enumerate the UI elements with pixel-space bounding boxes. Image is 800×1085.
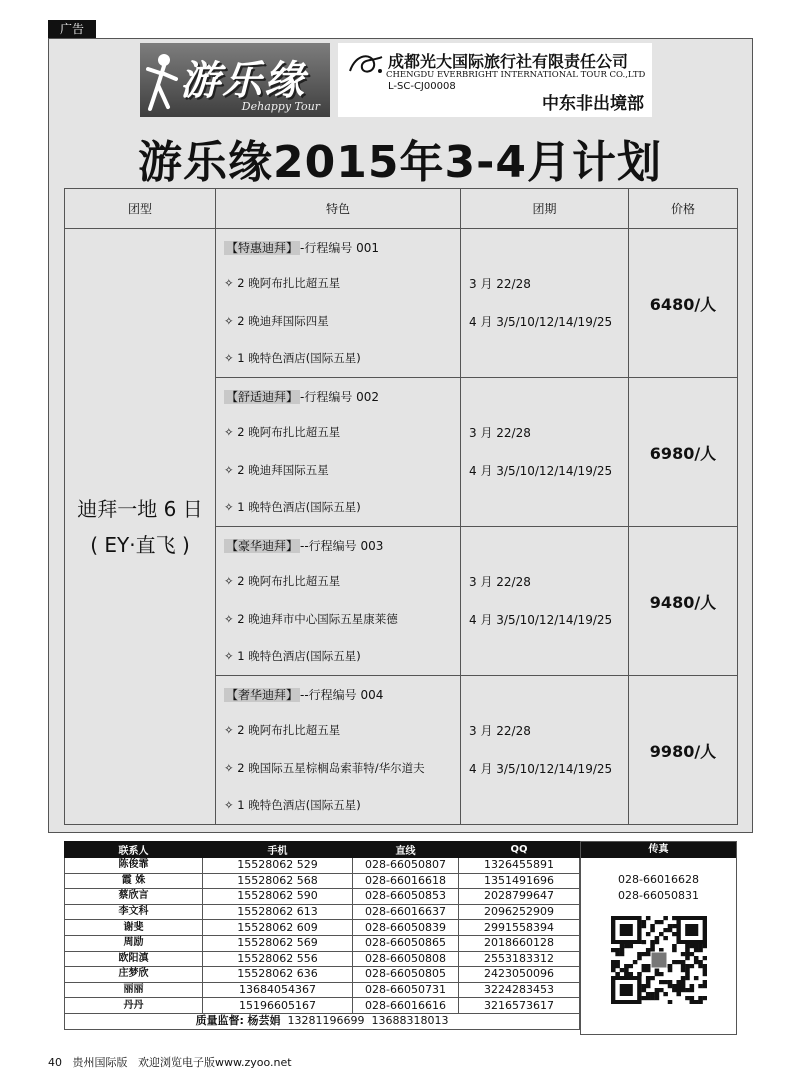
dancer-logo-icon	[144, 51, 178, 113]
package-price: 6480/人	[629, 229, 738, 378]
date-line: 3 月 22/28	[469, 575, 531, 589]
fax-header: 传真	[581, 842, 736, 858]
itinerary-table	[64, 188, 738, 825]
package-price: 9480/人	[629, 527, 738, 676]
contact-direct-line: 028-66050807	[353, 858, 459, 874]
package-row	[65, 229, 738, 378]
contact-row	[65, 920, 580, 936]
feature-item: ✧ 2 晚阿布扎比超五星	[224, 425, 341, 439]
package-dates	[461, 527, 629, 676]
tour-duration-line1: 迪拜一地 6 日	[77, 496, 203, 521]
package-features	[216, 676, 461, 825]
contact-qq: 2096252909	[459, 904, 580, 920]
contact-row	[65, 935, 580, 951]
date-line: 4 月 3/5/10/12/14/19/25	[469, 613, 613, 627]
contact-row	[65, 889, 580, 905]
contact-mobile: 15528062 529	[203, 858, 353, 874]
package-code: -行程编号 001	[300, 241, 380, 255]
contact-table	[64, 841, 580, 1030]
contact-mobile: 15528062 609	[203, 920, 353, 936]
contact-direct-line: 028-66050853	[353, 889, 459, 905]
brand-logo-subtitle: Dehappy Tour	[241, 100, 320, 113]
date-line: 4 月 3/5/10/12/14/19/25	[469, 315, 613, 329]
contact-name: 谢斐	[65, 920, 203, 936]
brand-logo-text: 游乐缘	[180, 57, 306, 104]
contact-qq: 2991558394	[459, 920, 580, 936]
feature-item: ✧ 2 晚迪拜国际四星	[224, 314, 329, 328]
contact-direct-line: 028-66016616	[353, 998, 459, 1014]
package-code: --行程编号 003	[300, 539, 384, 553]
header-price: 价格	[629, 189, 738, 229]
contact-qq: 2553183312	[459, 951, 580, 967]
tour-duration	[65, 229, 216, 825]
contact-name: 霞 姝	[65, 873, 203, 889]
quality-supervisor	[65, 1013, 580, 1029]
company-name-cn: 成都光大国际旅行社有限责任公司	[388, 52, 629, 71]
package-features	[216, 527, 461, 676]
contact-qq: 2018660128	[459, 935, 580, 951]
date-line: 3 月 22/28	[469, 277, 531, 291]
contact-mobile: 15528062 569	[203, 935, 353, 951]
fax-number: 028-66050831	[618, 889, 699, 902]
contact-name: 丽丽	[65, 982, 203, 998]
contact-name: 丹丹	[65, 998, 203, 1014]
contact-direct-line: 028-66016618	[353, 873, 459, 889]
contact-qq: 1326455891	[459, 858, 580, 874]
company-logo	[338, 43, 652, 117]
contact-qq: 1351491696	[459, 873, 580, 889]
tour-duration-line2: ( EY·直飞 )	[90, 532, 190, 557]
date-line: 3 月 22/28	[469, 724, 531, 738]
contact-name: 欧阳滇	[65, 951, 203, 967]
package-dates	[461, 676, 629, 825]
itinerary-header-row	[65, 189, 738, 229]
date-line: 3 月 22/28	[469, 426, 531, 440]
contact-name: 蔡欣言	[65, 889, 203, 905]
header-contact: 联系人	[65, 842, 203, 858]
contact-row	[65, 858, 580, 874]
supervisor-phone: 13688318013	[371, 1014, 449, 1028]
ad-label: 广告	[48, 20, 96, 38]
header-dates: 团期	[461, 189, 629, 229]
fax-box	[580, 841, 737, 1035]
supervisor-name: 杨芸娟	[247, 1014, 281, 1028]
contact-mobile: 13684054367	[203, 982, 353, 998]
contact-direct-line: 028-66050808	[353, 951, 459, 967]
company-name-en: CHENGDU EVERBRIGHT INTERNATIONAL TOUR CO.,LTD	[386, 70, 646, 80]
contact-mobile: 15528062 613	[203, 904, 353, 920]
contact-name: 周励	[65, 935, 203, 951]
package-price: 6980/人	[629, 378, 738, 527]
contact-qq: 2423050096	[459, 967, 580, 983]
package-name: 【舒适迪拜】	[226, 390, 299, 404]
package-name: 【奢华迪拜】	[226, 688, 299, 702]
contact-qq: 2028799647	[459, 889, 580, 905]
package-features	[216, 378, 461, 527]
company-license: L-SC-CJ00008	[388, 81, 456, 92]
contact-direct-line: 028-66016637	[353, 904, 459, 920]
package-dates	[461, 229, 629, 378]
qr-code-icon[interactable]	[611, 916, 707, 1004]
contact-row	[65, 998, 580, 1014]
contact-row	[65, 982, 580, 998]
company-department: 中东非出境部	[542, 94, 644, 114]
contact-mobile: 15196605167	[203, 998, 353, 1014]
feature-item: ✧ 2 晚迪拜市中心国际五星康莱德	[224, 612, 398, 626]
header-qq: QQ	[459, 842, 580, 858]
footer-website[interactable]: 欢迎浏览电子版www.zyoo.net	[138, 1056, 292, 1069]
supervisor-label: 质量监督:	[195, 1014, 244, 1028]
header-mobile: 手机	[203, 842, 353, 858]
package-name: 【豪华迪拜】	[226, 539, 299, 553]
package-code: --行程编号 004	[300, 688, 384, 702]
contact-row	[65, 951, 580, 967]
package-price: 9980/人	[629, 676, 738, 825]
header-features: 特色	[216, 189, 461, 229]
feature-item: ✧ 2 晚迪拜国际五星	[224, 463, 329, 477]
contact-mobile: 15528062 556	[203, 951, 353, 967]
contact-direct-line: 028-66050865	[353, 935, 459, 951]
fax-number: 028-66016628	[618, 873, 699, 886]
date-line: 4 月 3/5/10/12/14/19/25	[469, 464, 613, 478]
contact-direct-line: 028-66050839	[353, 920, 459, 936]
page-title: 游乐缘2015年3-4月计划	[138, 137, 662, 188]
contact-mobile: 15528062 636	[203, 967, 353, 983]
feature-item: ✧ 1 晚特色酒店(国际五星)	[224, 798, 361, 812]
page-number: 40	[48, 1056, 62, 1069]
feature-item: ✧ 2 晚阿布扎比超五星	[224, 574, 341, 588]
contact-mobile: 15528062 590	[203, 889, 353, 905]
contact-row	[65, 904, 580, 920]
contact-row	[65, 967, 580, 983]
contact-mobile: 15528062 568	[203, 873, 353, 889]
feature-item: ✧ 2 晚阿布扎比超五星	[224, 276, 341, 290]
page-footer	[48, 1054, 292, 1070]
header-direct-line: 直线	[353, 842, 459, 858]
package-dates	[461, 378, 629, 527]
package-name: 【特惠迪拜】	[226, 241, 299, 255]
contact-name: 陈俊霏	[65, 858, 203, 874]
package-features	[216, 229, 461, 378]
supervisor-phone: 13281196699	[287, 1014, 365, 1028]
feature-item: ✧ 1 晚特色酒店(国际五星)	[224, 351, 361, 365]
date-line: 4 月 3/5/10/12/14/19/25	[469, 762, 613, 776]
contact-row	[65, 873, 580, 889]
contact-qq: 3216573617	[459, 998, 580, 1014]
supervisor-row	[65, 1013, 580, 1029]
contact-header-row	[65, 842, 580, 858]
feature-item: ✧ 1 晚特色酒店(国际五星)	[224, 649, 361, 663]
contact-direct-line: 028-66050731	[353, 982, 459, 998]
feature-item: ✧ 1 晚特色酒店(国际五星)	[224, 500, 361, 514]
package-code: -行程编号 002	[300, 390, 380, 404]
footer-section: 贵州国际版	[72, 1056, 128, 1069]
contact-name: 庄梦欣	[65, 967, 203, 983]
header-tour-type: 团型	[65, 189, 216, 229]
feature-item: ✧ 2 晚国际五星棕榈岛索菲特/华尔道夫	[224, 761, 425, 775]
company-swirl-icon	[346, 51, 386, 79]
feature-item: ✧ 2 晚阿布扎比超五星	[224, 723, 341, 737]
contact-qq: 3224283453	[459, 982, 580, 998]
brand-logo	[140, 43, 330, 117]
contact-name: 李文科	[65, 904, 203, 920]
contact-direct-line: 028-66050805	[353, 967, 459, 983]
